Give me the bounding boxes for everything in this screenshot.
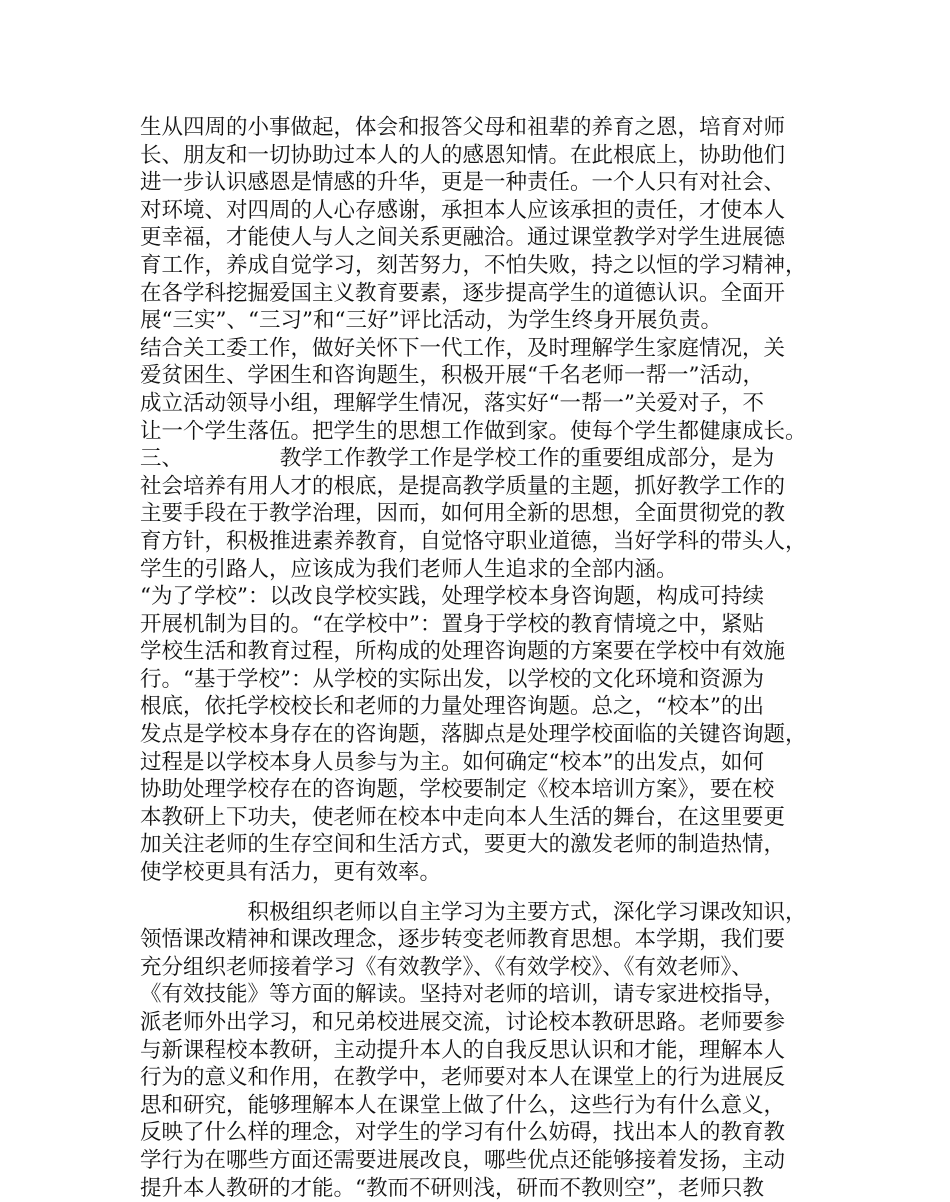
text-line: 过程是以学校本身人员参与为主。如何确定“校本”的出发点，如何 <box>140 749 764 775</box>
text-line: 派老师外出学习，和兄弟校进展交流，讨论校本教研思路。老师要参 <box>140 1010 786 1035</box>
text-line: 生从四周的小事做起，体会和报答父母和祖辈的养育之恩，培育对师 <box>140 115 786 140</box>
text-line: 与新课程校本教研，主动提升本人的自我反思认识和才能，理解本人 <box>140 1037 786 1063</box>
text-line: 协助处理学校存在的咨询题，学校要制定《校本培训方案》，要在校 <box>140 777 775 803</box>
text-line: 使学校更具有活力，更有效率。 <box>140 860 442 886</box>
text-line: 主要手段在于教学治理，因而，如何用全新的思想，全面贯彻党的教 <box>140 501 786 527</box>
text-line: “为了学校”：以改良学校实践，处理学校本身咨询题，构成可持续 <box>140 584 764 610</box>
text-line: 结合关工委工作，做好关怀下一代工作，及时理解学生家庭情况，关 <box>140 335 786 361</box>
text-line: 三、 教学工作教学工作是学校工作的重要组成部分，是为 <box>140 446 775 472</box>
text-line: 成立活动领导小组，理解学生情况，落实好“一帮一”关爱对子，不 <box>140 390 764 416</box>
text-line: 开展机制为目的。“在学校中”：置身于学校的教育情境之中，紧贴 <box>140 611 764 637</box>
text-line: 学生的引路人，应该成为我们老师人生追求的全部内涵。 <box>140 556 678 582</box>
text-line: 充分组织老师接着学习《有效教学》、《有效学校》、《有效老师》、 <box>140 954 753 980</box>
text-line: 育工作，养成自觉学习，刻苦努力，不怕失败，持之以恒的学习精神， <box>140 252 807 278</box>
text-line: 在各学科挖掘爱国主义教育要素，逐步提高学生的道德认识。全面开 <box>140 280 786 306</box>
text-line: 行。“基于学校”：从学校的实际出发，以学校的文化环境和资源为 <box>140 666 764 692</box>
text-line: 反映了什么样的理念，对学生的学习有什么妨碍，找出本人的教育教 <box>140 1120 786 1146</box>
text-line: 根底，依托学校校长和老师的力量处理咨询题。总之，“校本”的出 <box>140 694 764 720</box>
text-line: 学校生活和教育过程，所构成的处理咨询题的方案要在学校中有效施 <box>140 639 786 665</box>
text-line: 积极组织老师以自主学习为主要方式，深化学习课改知识， <box>140 899 807 925</box>
text-line: 本教研上下功夫，使老师在校本中走向本人生活的舞台，在这里要更 <box>140 804 786 830</box>
text-line: 让一个学生落伍。把学生的思想工作做到家。使每个学生都健康成长。 <box>140 418 807 444</box>
text-line: 思和研究，能够理解本人在课堂上做了什么，这些行为有什么意义， <box>140 1092 786 1118</box>
text-line: 加关注老师的生存空间和生活方式，要更大的激发老师的制造热情， <box>140 832 786 858</box>
text-line: 长、朋友和一切协助过本人的人的感恩知情。在此根底上，协助他们 <box>140 142 786 168</box>
text-line: 爱贫困生、学困生和咨询题生，积极开展“千名老师一帮一”活动， <box>140 363 764 389</box>
text-line: 社会培养有用人才的根底，是提高教学质量的主题，抓好教学工作的 <box>140 473 786 499</box>
text-line: 《有效技能》等方面的解读。坚持对老师的培训，请专家进校指导， <box>140 982 786 1008</box>
text-line: 进一步认识感恩是情感的升华，更是一种责任。一个人只有对社会、 <box>140 170 786 196</box>
text-line: 提升本人教研的才能。“教而不研则浅，研而不教则空”，老师只教 <box>140 1175 764 1201</box>
text-line: 领悟课改精神和课改理念，逐步转变老师教育思想。本学期，我们要 <box>140 927 786 953</box>
text-line: 育方针，积极推进素养教育，自觉恪守职业道德，当好学科的带头人， <box>140 528 807 554</box>
body-text <box>140 114 830 1202</box>
text-line: 发点是学校本身存在的咨询题，落脚点是处理学校面临的关键咨询题， <box>140 722 807 748</box>
text-line: 对环境、对四周的人心存感谢，承担本人应该承担的责任，才使本人 <box>140 197 786 223</box>
text-line: 学行为在哪些方面还需要进展改良，哪些优点还能够接着发扬，主动 <box>140 1147 786 1173</box>
text-line: 行为的意义和作用，在教学中，老师要对本人在课堂上的行为进展反 <box>140 1065 786 1091</box>
text-line: 更幸福，才能使人与人之间关系更融洽。通过课堂教学对学生进展德 <box>140 225 786 251</box>
text-line: 展“三实”、“三习”和“三好”评比活动，为学生终身开展负责。 <box>140 308 722 334</box>
